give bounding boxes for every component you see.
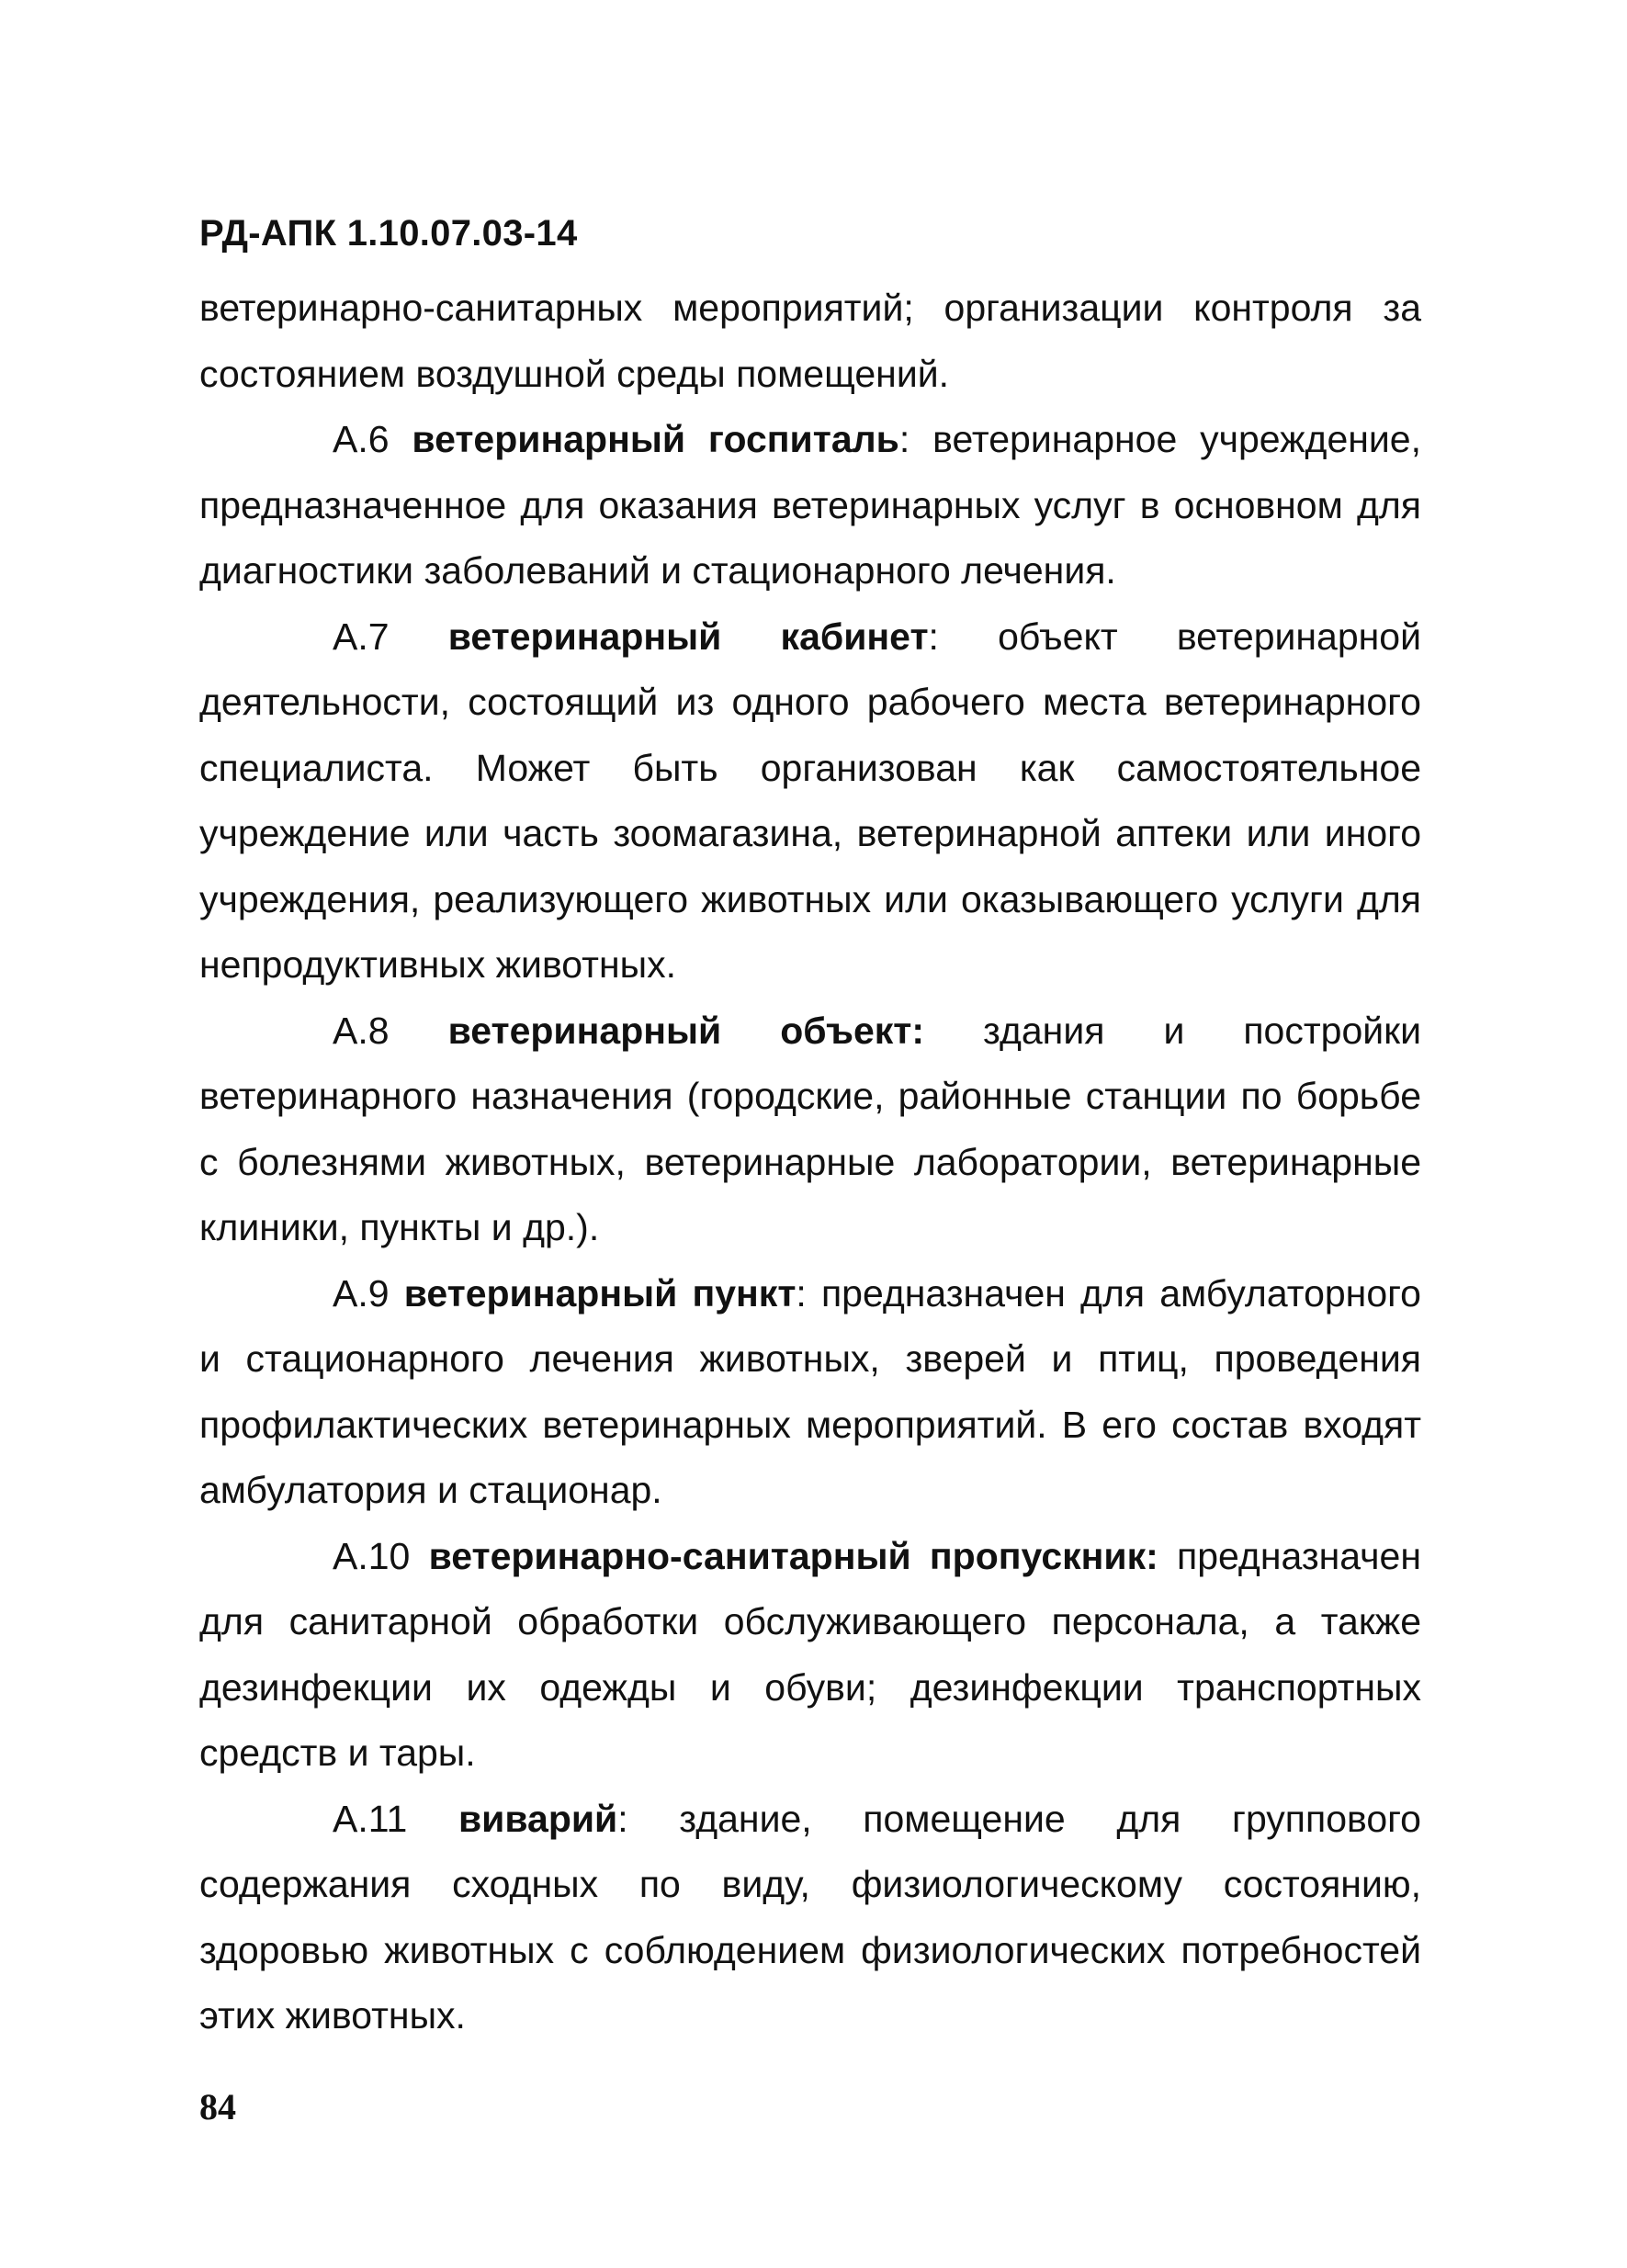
definition-a7 (199, 604, 1421, 999)
definition-term: ветеринарный пункт (403, 1271, 797, 1315)
definition-number: А.7 (333, 615, 390, 658)
definition-number: А.9 (333, 1271, 390, 1315)
definition-text: здание, помещение для группового содержания сходных по виду, физиологическому состоянию, здоровью животных с соблюдением физиологических потребностей этих животных. (199, 1797, 1421, 2037)
definition-a6 (199, 407, 1421, 604)
definition-a10 (199, 1524, 1421, 1787)
document-body (199, 276, 1421, 2049)
document-code-header: РД-АПК 1.10.07.03-14 (199, 213, 578, 254)
definition-text: ветеринарное учреждение, предназначенное для оказания ветеринарных услуг в основном для диагностики заболеваний и стационарного лечения. (199, 418, 1421, 592)
definition-number: А.11 (333, 1797, 408, 1840)
definition-separator: : (928, 615, 939, 658)
definition-term: ветеринарно-санитарный пропускник: (428, 1534, 1158, 1577)
definition-number: А.10 (333, 1534, 411, 1577)
definition-text: предназначен для амбулаторного и стационарного лечения животных, зверей и птиц, проведения профилактических ветеринарных мероприятий. В его состав входят амбулатория и стационар. (199, 1271, 1421, 1511)
definition-a8 (199, 999, 1421, 1261)
definition-separator: : (898, 418, 910, 460)
definition-text: объект ветеринарной деятельности, состоящий из одного рабочего места ветеринарного специалиста. Может быть организован как самостоятельное учреждение или часть зоомагазина, ветеринарной аптеки или иного учреждения, реализующего животных или оказывающего услуги для непродуктивных животных. (199, 615, 1421, 986)
definition-term: ветеринарный кабинет (447, 615, 929, 658)
definition-text: предназначен для санитарной обработки обслуживающего персонала, а также дезинфекции их одежды и обуви; дезинфекции транспортных средств и тары. (199, 1534, 1421, 1774)
definition-separator: : (796, 1271, 807, 1315)
continuation-paragraph: ветеринарно-санитарных мероприятий; организации контроля за состоянием воздушной среды помещений. (199, 287, 1421, 395)
definition-number: А.6 (333, 418, 390, 460)
page-number: 84 (199, 2086, 236, 2127)
definition-term: ветеринарный госпиталь (412, 418, 899, 460)
definition-a11 (199, 1787, 1421, 2049)
definition-term: виварий (458, 1797, 618, 1840)
definition-term: ветеринарный объект: (447, 1009, 925, 1052)
definition-text: здания и постройки ветеринарного назначения (городские, районные станции по борьбе с болезнями животных, ветеринарные лаборатории, ветеринарные клиники, пункты и др.). (199, 1009, 1421, 1248)
definition-separator: : (617, 1797, 628, 1840)
definition-a9 (199, 1261, 1421, 1524)
definition-number: А.8 (333, 1009, 390, 1052)
